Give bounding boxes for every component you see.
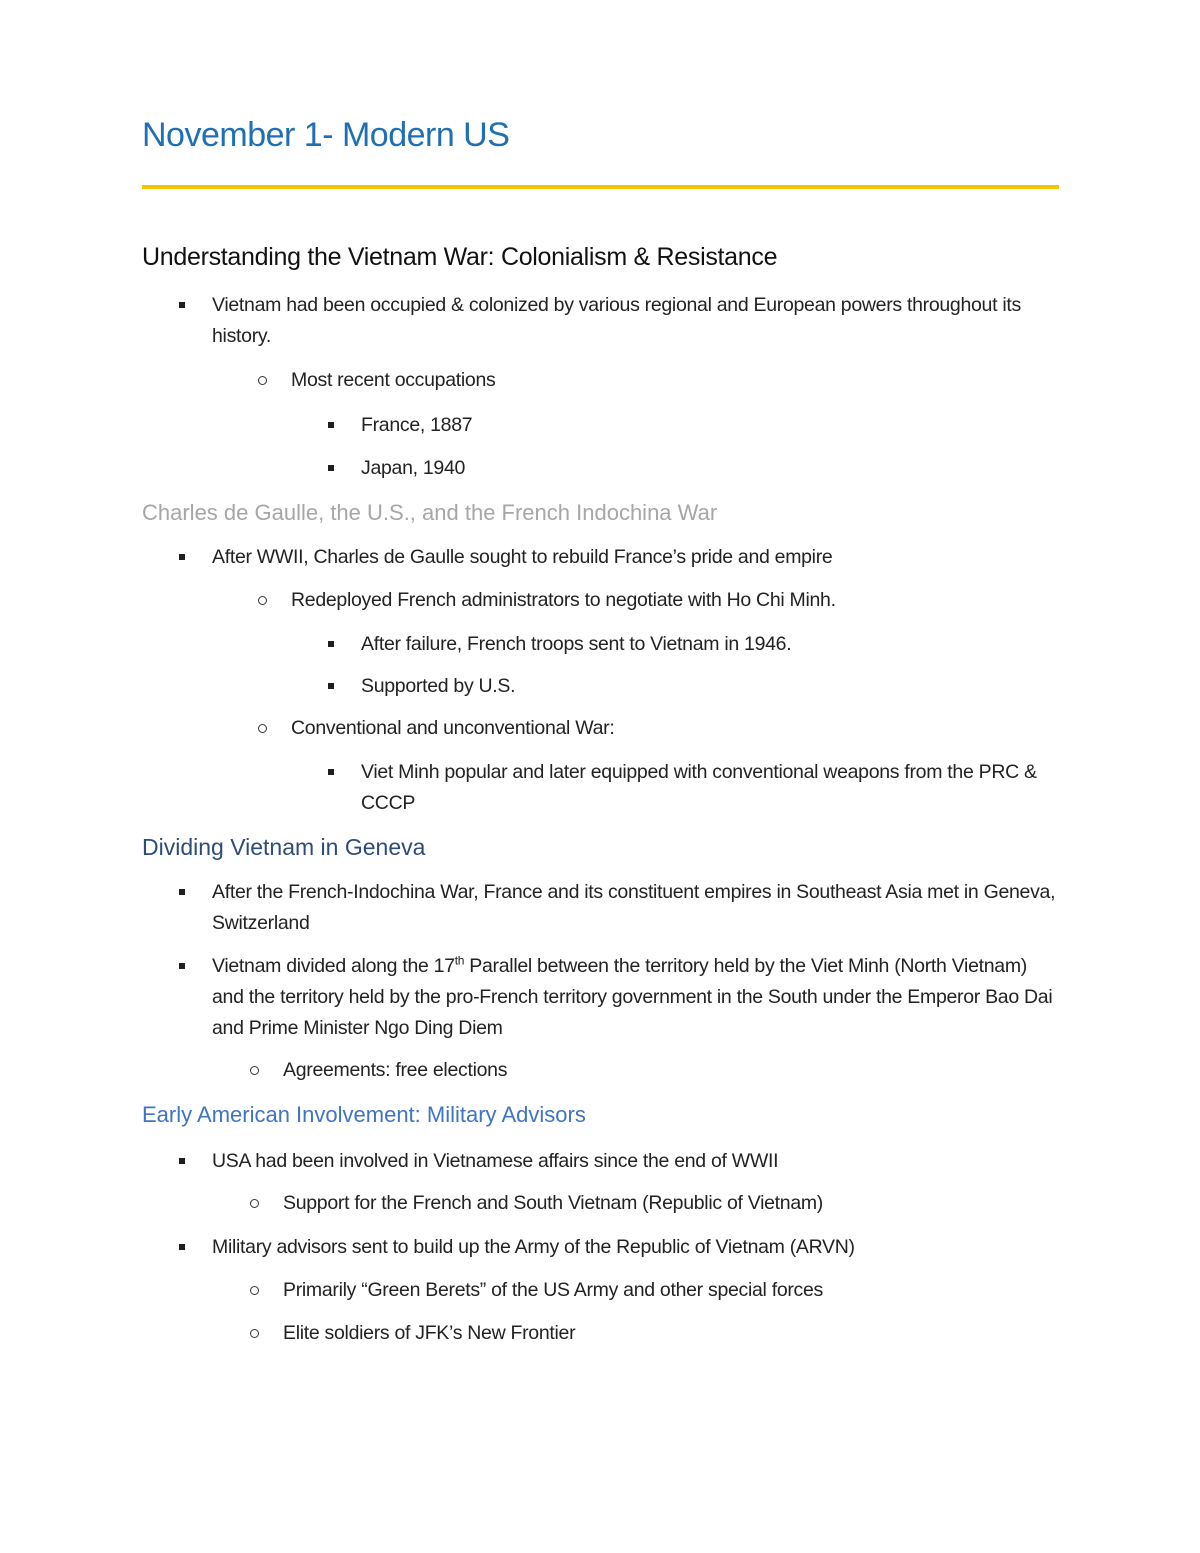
circle-bullet-icon bbox=[250, 1286, 259, 1295]
list-item bbox=[283, 1188, 1053, 1219]
list-item bbox=[361, 453, 1061, 484]
list-item bbox=[212, 542, 1052, 573]
list-item bbox=[291, 713, 1051, 744]
parallel-text-start: Vietnam divided along the 17 bbox=[212, 955, 455, 977]
square-bullet-icon bbox=[328, 422, 334, 428]
title-divider bbox=[142, 185, 1059, 189]
list-item bbox=[291, 365, 1051, 396]
list-item bbox=[283, 1275, 1053, 1306]
list-item bbox=[212, 1232, 1057, 1263]
circle-bullet-icon bbox=[258, 376, 267, 385]
list-item-text: Supported by U.S. bbox=[361, 675, 516, 697]
square-bullet-icon bbox=[328, 465, 334, 471]
list-item bbox=[283, 1055, 1053, 1086]
square-bullet-icon bbox=[179, 1158, 185, 1164]
document-title: November 1- Modern US bbox=[142, 116, 510, 154]
list-item-text: Japan, 1940 bbox=[361, 457, 466, 479]
square-bullet-icon bbox=[179, 963, 185, 969]
circle-bullet-icon bbox=[258, 596, 267, 605]
section-heading-de-gaulle: Charles de Gaulle, the U.S., and the French Indochina War bbox=[142, 500, 718, 525]
list-item bbox=[212, 951, 1057, 1044]
list-item-text: Most recent occupations bbox=[291, 369, 496, 391]
list-item-text: Vietnam had been occupied & colonized by various regional and European powers throughout its history. bbox=[212, 294, 1021, 347]
list-item bbox=[361, 757, 1061, 819]
section-heading-colonialism: Understanding the Vietnam War: Colonialism & Resistance bbox=[142, 243, 778, 271]
square-bullet-icon bbox=[179, 302, 185, 308]
square-bullet-icon bbox=[179, 554, 185, 560]
list-item-text: After failure, French troops sent to Vietnam in 1946. bbox=[361, 633, 792, 655]
list-item-text: Elite soldiers of JFK’s New Frontier bbox=[283, 1322, 576, 1344]
square-bullet-icon bbox=[328, 769, 334, 775]
circle-bullet-icon bbox=[250, 1199, 259, 1208]
square-bullet-icon bbox=[179, 1244, 185, 1250]
circle-bullet-icon bbox=[250, 1066, 259, 1075]
list-item bbox=[212, 290, 1052, 352]
list-item-text: Military advisors sent to build up the Army of the Republic of Vietnam (ARVN) bbox=[212, 1236, 855, 1258]
square-bullet-icon bbox=[179, 889, 185, 895]
list-item bbox=[212, 877, 1057, 939]
list-item-text: After WWII, Charles de Gaulle sought to rebuild France’s pride and empire bbox=[212, 546, 833, 568]
list-item bbox=[361, 629, 1061, 660]
list-item-text: Viet Minh popular and later equipped with conventional weapons from the PRC & CCCP bbox=[361, 761, 1037, 814]
list-item-text: After the French-Indochina War, France and its constituent empires in Southeast Asia met in Geneva, Switzerland bbox=[212, 881, 1056, 934]
parallel-text-rest: Parallel between the territory held by the Viet Minh (North Vietnam) and the territory held by the pro-French territory government in the South under the Emperor Bao Dai and Prime Minister Ngo Ding Diem bbox=[212, 955, 1053, 1039]
ordinal-superscript: th bbox=[454, 953, 465, 968]
list-item-text: Conventional and unconventional War: bbox=[291, 717, 615, 739]
list-item-text: Agreements: free elections bbox=[283, 1059, 508, 1081]
circle-bullet-icon bbox=[258, 724, 267, 733]
list-item bbox=[283, 1318, 1053, 1349]
list-item bbox=[361, 410, 1061, 441]
list-item bbox=[291, 585, 1051, 616]
section-heading-early-involvement: Early American Involvement: Military Advisors bbox=[142, 1102, 586, 1127]
list-item-text: Primarily “Green Berets” of the US Army and other special forces bbox=[283, 1279, 824, 1301]
square-bullet-icon bbox=[328, 683, 334, 689]
section-heading-geneva: Dividing Vietnam in Geneva bbox=[142, 834, 426, 860]
list-item-text: France, 1887 bbox=[361, 414, 473, 436]
circle-bullet-icon bbox=[250, 1329, 259, 1338]
list-item bbox=[212, 1146, 1057, 1177]
list-item-text: Support for the French and South Vietnam (Republic of Vietnam) bbox=[283, 1192, 823, 1214]
square-bullet-icon bbox=[328, 641, 334, 647]
list-item-text bbox=[212, 951, 1057, 1044]
list-item bbox=[361, 671, 1061, 702]
list-item-text: Redeployed French administrators to negotiate with Ho Chi Minh. bbox=[291, 589, 836, 611]
list-item-text: USA had been involved in Vietnamese affairs since the end of WWII bbox=[212, 1150, 779, 1172]
